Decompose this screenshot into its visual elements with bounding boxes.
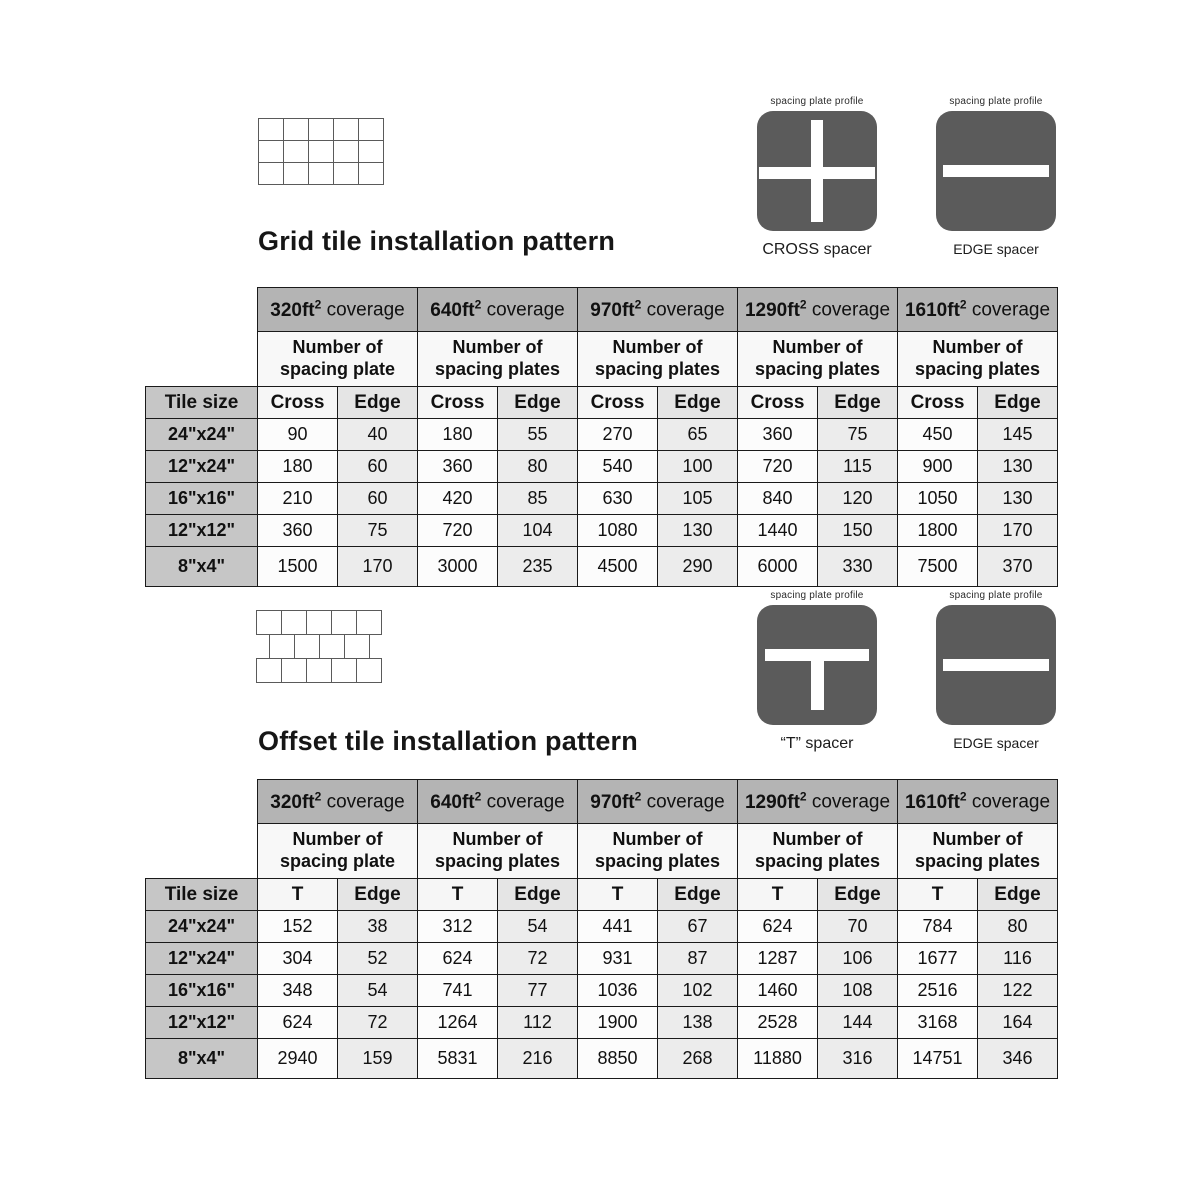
spacer-type-header: Edge: [658, 387, 738, 419]
count-cell: 65: [658, 419, 738, 451]
count-cell: 85: [498, 483, 578, 515]
table-row: [146, 451, 1058, 483]
count-cell: 450: [898, 419, 978, 451]
tile-cell: [358, 162, 384, 185]
count-cell: 90: [258, 419, 338, 451]
count-cell: 1677: [898, 943, 978, 975]
tile-cell: [331, 610, 357, 635]
table-corner-blank: [146, 332, 258, 387]
count-cell: 304: [258, 943, 338, 975]
count-cell: 152: [258, 911, 338, 943]
tile-cell: [356, 658, 382, 683]
spacer-profile-label: spacing plate profile: [949, 590, 1043, 601]
tile-cell: [308, 162, 334, 185]
spacer-type-header: Cross: [898, 387, 978, 419]
tile-size-label: 12"x24": [146, 943, 258, 975]
count-cell: 102: [658, 975, 738, 1007]
count-cell: 3168: [898, 1007, 978, 1039]
table-row: [146, 1039, 1058, 1079]
count-cell: 441: [578, 911, 658, 943]
tile-cell: [306, 658, 332, 683]
spacer-caption: “T” spacer: [780, 735, 854, 752]
count-cell: 145: [978, 419, 1058, 451]
count-cell: 130: [978, 451, 1058, 483]
count-cell: 138: [658, 1007, 738, 1039]
edge-spacer-figure: [936, 96, 1056, 257]
count-cell: 87: [658, 943, 738, 975]
tile-size-label: 12"x12": [146, 515, 258, 547]
count-cell: 75: [338, 515, 418, 547]
spacer-profile-label: spacing plate profile: [949, 96, 1043, 107]
pattern-row: [256, 610, 382, 635]
count-cell: 360: [258, 515, 338, 547]
tile-cell: [333, 162, 359, 185]
count-cell: 1900: [578, 1007, 658, 1039]
count-header: Number of spacing plates: [578, 332, 738, 387]
count-cell: 144: [818, 1007, 898, 1039]
tile-cell: [308, 140, 334, 163]
pattern-row: [258, 118, 384, 141]
spacer-type-header: Edge: [658, 879, 738, 911]
coverage-header: $970ft^2$ coverage: [578, 288, 738, 332]
spacer-caption: CROSS spacer: [762, 241, 872, 258]
count-cell: 80: [498, 451, 578, 483]
count-header: Number of spacing plates: [578, 824, 738, 879]
count-cell: 1440: [738, 515, 818, 547]
count-cell: 4500: [578, 547, 658, 587]
count-cell: 130: [658, 515, 738, 547]
count-cell: 346: [978, 1039, 1058, 1079]
coverage-header: $320ft^2$ coverage: [258, 288, 418, 332]
count-cell: 130: [978, 483, 1058, 515]
spacer-type-header: T: [258, 879, 338, 911]
spec-table: [145, 779, 1058, 1079]
count-cell: 70: [818, 911, 898, 943]
t-vertical-bar: [811, 659, 824, 710]
count-cell: 159: [338, 1039, 418, 1079]
count-cell: 840: [738, 483, 818, 515]
coverage-header: $970ft^2$ coverage: [578, 780, 738, 824]
count-cell: 931: [578, 943, 658, 975]
coverage-header: $1610ft^2$ coverage: [898, 288, 1058, 332]
table-row: [146, 547, 1058, 587]
count-cell: 1264: [418, 1007, 498, 1039]
pattern-row: [269, 634, 382, 659]
count-cell: 720: [738, 451, 818, 483]
offset-section-title: Offset tile installation pattern: [258, 726, 638, 756]
tile-size-label: 24"x24": [146, 419, 258, 451]
count-cell: 624: [418, 943, 498, 975]
count-header: Number of spacing plate: [258, 332, 418, 387]
count-cell: 14751: [898, 1039, 978, 1079]
count-cell: 75: [818, 419, 898, 451]
count-cell: 72: [338, 1007, 418, 1039]
count-cell: 348: [258, 975, 338, 1007]
count-cell: 150: [818, 515, 898, 547]
tile-cell: [294, 634, 320, 659]
table-corner-blank: [146, 780, 258, 824]
count-cell: 270: [578, 419, 658, 451]
count-cell: 624: [738, 911, 818, 943]
coverage-header: $640ft^2$ coverage: [418, 780, 578, 824]
coverage-header: $640ft^2$ coverage: [418, 288, 578, 332]
spacer-type-header: Cross: [738, 387, 818, 419]
tile-size-label: 8"x4": [146, 1039, 258, 1079]
table-row: [146, 975, 1058, 1007]
table-row: [146, 483, 1058, 515]
edge-horizontal-bar: [943, 659, 1049, 671]
spacer-type-header: T: [898, 879, 978, 911]
tile-cell: [306, 610, 332, 635]
edge-spacer-icon: [936, 605, 1056, 725]
count-cell: 1050: [898, 483, 978, 515]
count-cell: 38: [338, 911, 418, 943]
count-header: Number of spacing plates: [898, 824, 1058, 879]
spacer-type-header: Edge: [978, 879, 1058, 911]
tile-cell: [356, 610, 382, 635]
grid-table-container: [145, 287, 1058, 587]
spacer-type-header: T: [418, 879, 498, 911]
count-header: Number of spacing plates: [418, 824, 578, 879]
cross-vertical-bar: [811, 120, 823, 222]
tile-cell: [344, 634, 370, 659]
count-cell: 115: [818, 451, 898, 483]
tile-cell: [258, 118, 284, 141]
offset-pattern-figure: [256, 610, 382, 683]
count-cell: 900: [898, 451, 978, 483]
count-cell: 55: [498, 419, 578, 451]
tile-cell: [319, 634, 345, 659]
count-cell: 540: [578, 451, 658, 483]
tile-cell: [283, 162, 309, 185]
tile-cell: [358, 118, 384, 141]
count-cell: 720: [418, 515, 498, 547]
spacer-type-header: Edge: [978, 387, 1058, 419]
count-cell: 11880: [738, 1039, 818, 1079]
count-cell: 1500: [258, 547, 338, 587]
spacer-type-header: Edge: [818, 387, 898, 419]
count-cell: 360: [418, 451, 498, 483]
count-header: Number of spacing plates: [738, 824, 898, 879]
count-cell: 2940: [258, 1039, 338, 1079]
tile-cell: [258, 162, 284, 185]
tile-cell: [281, 610, 307, 635]
count-cell: 106: [818, 943, 898, 975]
edge-spacer-icon: [936, 111, 1056, 231]
count-header: Number of spacing plates: [738, 332, 898, 387]
table-row: [146, 1007, 1058, 1039]
spacer-type-header: Cross: [258, 387, 338, 419]
count-cell: 77: [498, 975, 578, 1007]
count-cell: 2516: [898, 975, 978, 1007]
spec-table: [145, 287, 1058, 587]
tile-size-header: Tile size: [146, 387, 258, 419]
count-cell: 170: [978, 515, 1058, 547]
tile-size-header: Tile size: [146, 879, 258, 911]
count-cell: 100: [658, 451, 738, 483]
edge-horizontal-bar: [943, 165, 1049, 177]
grid-section-title: Grid tile installation pattern: [258, 226, 616, 256]
count-cell: 105: [658, 483, 738, 515]
tile-size-label: 12"x12": [146, 1007, 258, 1039]
count-cell: 3000: [418, 547, 498, 587]
spacer-profile-label: spacing plate profile: [770, 590, 864, 601]
pattern-row: [256, 658, 382, 683]
tile-size-label: 12"x24": [146, 451, 258, 483]
spacer-type-header: Edge: [338, 387, 418, 419]
coverage-header: $1290ft^2$ coverage: [738, 780, 898, 824]
count-cell: 52: [338, 943, 418, 975]
count-cell: 122: [978, 975, 1058, 1007]
spacer-profile-label: spacing plate profile: [770, 96, 864, 107]
tile-cell: [308, 118, 334, 141]
spacer-type-header: Edge: [498, 879, 578, 911]
count-cell: 268: [658, 1039, 738, 1079]
count-cell: 54: [498, 911, 578, 943]
count-cell: 360: [738, 419, 818, 451]
tile-cell: [331, 658, 357, 683]
spacer-caption: EDGE spacer: [953, 241, 1039, 257]
tile-cell: [256, 658, 282, 683]
spacer-type-header: Edge: [498, 387, 578, 419]
count-cell: 1460: [738, 975, 818, 1007]
count-cell: 108: [818, 975, 898, 1007]
count-cell: 2528: [738, 1007, 818, 1039]
count-cell: 312: [418, 911, 498, 943]
count-cell: 54: [338, 975, 418, 1007]
spacer-type-header: T: [738, 879, 818, 911]
pattern-row: [258, 140, 384, 163]
count-cell: 420: [418, 483, 498, 515]
count-cell: 5831: [418, 1039, 498, 1079]
grid-pattern-figure: [258, 118, 384, 185]
count-cell: 180: [418, 419, 498, 451]
t-spacer-figure: [757, 590, 877, 753]
count-cell: 7500: [898, 547, 978, 587]
tile-size-label: 24"x24": [146, 911, 258, 943]
table-row: [146, 911, 1058, 943]
count-cell: 6000: [738, 547, 818, 587]
count-cell: 164: [978, 1007, 1058, 1039]
count-cell: 1287: [738, 943, 818, 975]
count-cell: 741: [418, 975, 498, 1007]
count-cell: 1080: [578, 515, 658, 547]
tile-cell: [333, 140, 359, 163]
spacer-type-header: Cross: [578, 387, 658, 419]
table-row: [146, 943, 1058, 975]
tile-cell: [281, 658, 307, 683]
tile-size-label: 8"x4": [146, 547, 258, 587]
tile-cell: [283, 140, 309, 163]
count-cell: 784: [898, 911, 978, 943]
tile-size-label: 16"x16": [146, 483, 258, 515]
tile-cell: [269, 634, 295, 659]
spacer-type-header: Edge: [338, 879, 418, 911]
coverage-header: $320ft^2$ coverage: [258, 780, 418, 824]
count-cell: 80: [978, 911, 1058, 943]
coverage-header: $1610ft^2$ coverage: [898, 780, 1058, 824]
t-spacer-icon: [757, 605, 877, 725]
count-cell: 290: [658, 547, 738, 587]
count-cell: 120: [818, 483, 898, 515]
tile-cell: [333, 118, 359, 141]
count-cell: 216: [498, 1039, 578, 1079]
coverage-header: $1290ft^2$ coverage: [738, 288, 898, 332]
edge-spacer-figure: [936, 590, 1056, 751]
cross-spacer-figure: [757, 96, 877, 259]
spacer-type-header: Cross: [418, 387, 498, 419]
count-cell: 60: [338, 451, 418, 483]
count-cell: 60: [338, 483, 418, 515]
tile-size-label: 16"x16": [146, 975, 258, 1007]
count-cell: 40: [338, 419, 418, 451]
pattern-row: [258, 162, 384, 185]
tile-cell: [358, 140, 384, 163]
count-cell: 112: [498, 1007, 578, 1039]
count-cell: 624: [258, 1007, 338, 1039]
count-cell: 170: [338, 547, 418, 587]
count-cell: 316: [818, 1039, 898, 1079]
count-cell: 630: [578, 483, 658, 515]
count-header: Number of spacing plates: [898, 332, 1058, 387]
spacer-type-header: T: [578, 879, 658, 911]
tile-cell: [283, 118, 309, 141]
count-cell: 116: [978, 943, 1058, 975]
count-cell: 8850: [578, 1039, 658, 1079]
tile-cell: [258, 140, 284, 163]
count-cell: 1036: [578, 975, 658, 1007]
count-cell: 210: [258, 483, 338, 515]
table-corner-blank: [146, 288, 258, 332]
count-cell: 370: [978, 547, 1058, 587]
table-row: [146, 419, 1058, 451]
count-cell: 235: [498, 547, 578, 587]
spacer-caption: EDGE spacer: [953, 735, 1039, 751]
count-cell: 104: [498, 515, 578, 547]
count-header: Number of spacing plates: [418, 332, 578, 387]
spacer-type-header: Edge: [818, 879, 898, 911]
tile-cell: [256, 610, 282, 635]
table-corner-blank: [146, 824, 258, 879]
offset-table-container: [145, 779, 1058, 1079]
count-cell: 330: [818, 547, 898, 587]
count-cell: 180: [258, 451, 338, 483]
count-cell: 67: [658, 911, 738, 943]
count-header: Number of spacing plate: [258, 824, 418, 879]
count-cell: 72: [498, 943, 578, 975]
table-row: [146, 515, 1058, 547]
count-cell: 1800: [898, 515, 978, 547]
cross-spacer-icon: [757, 111, 877, 231]
